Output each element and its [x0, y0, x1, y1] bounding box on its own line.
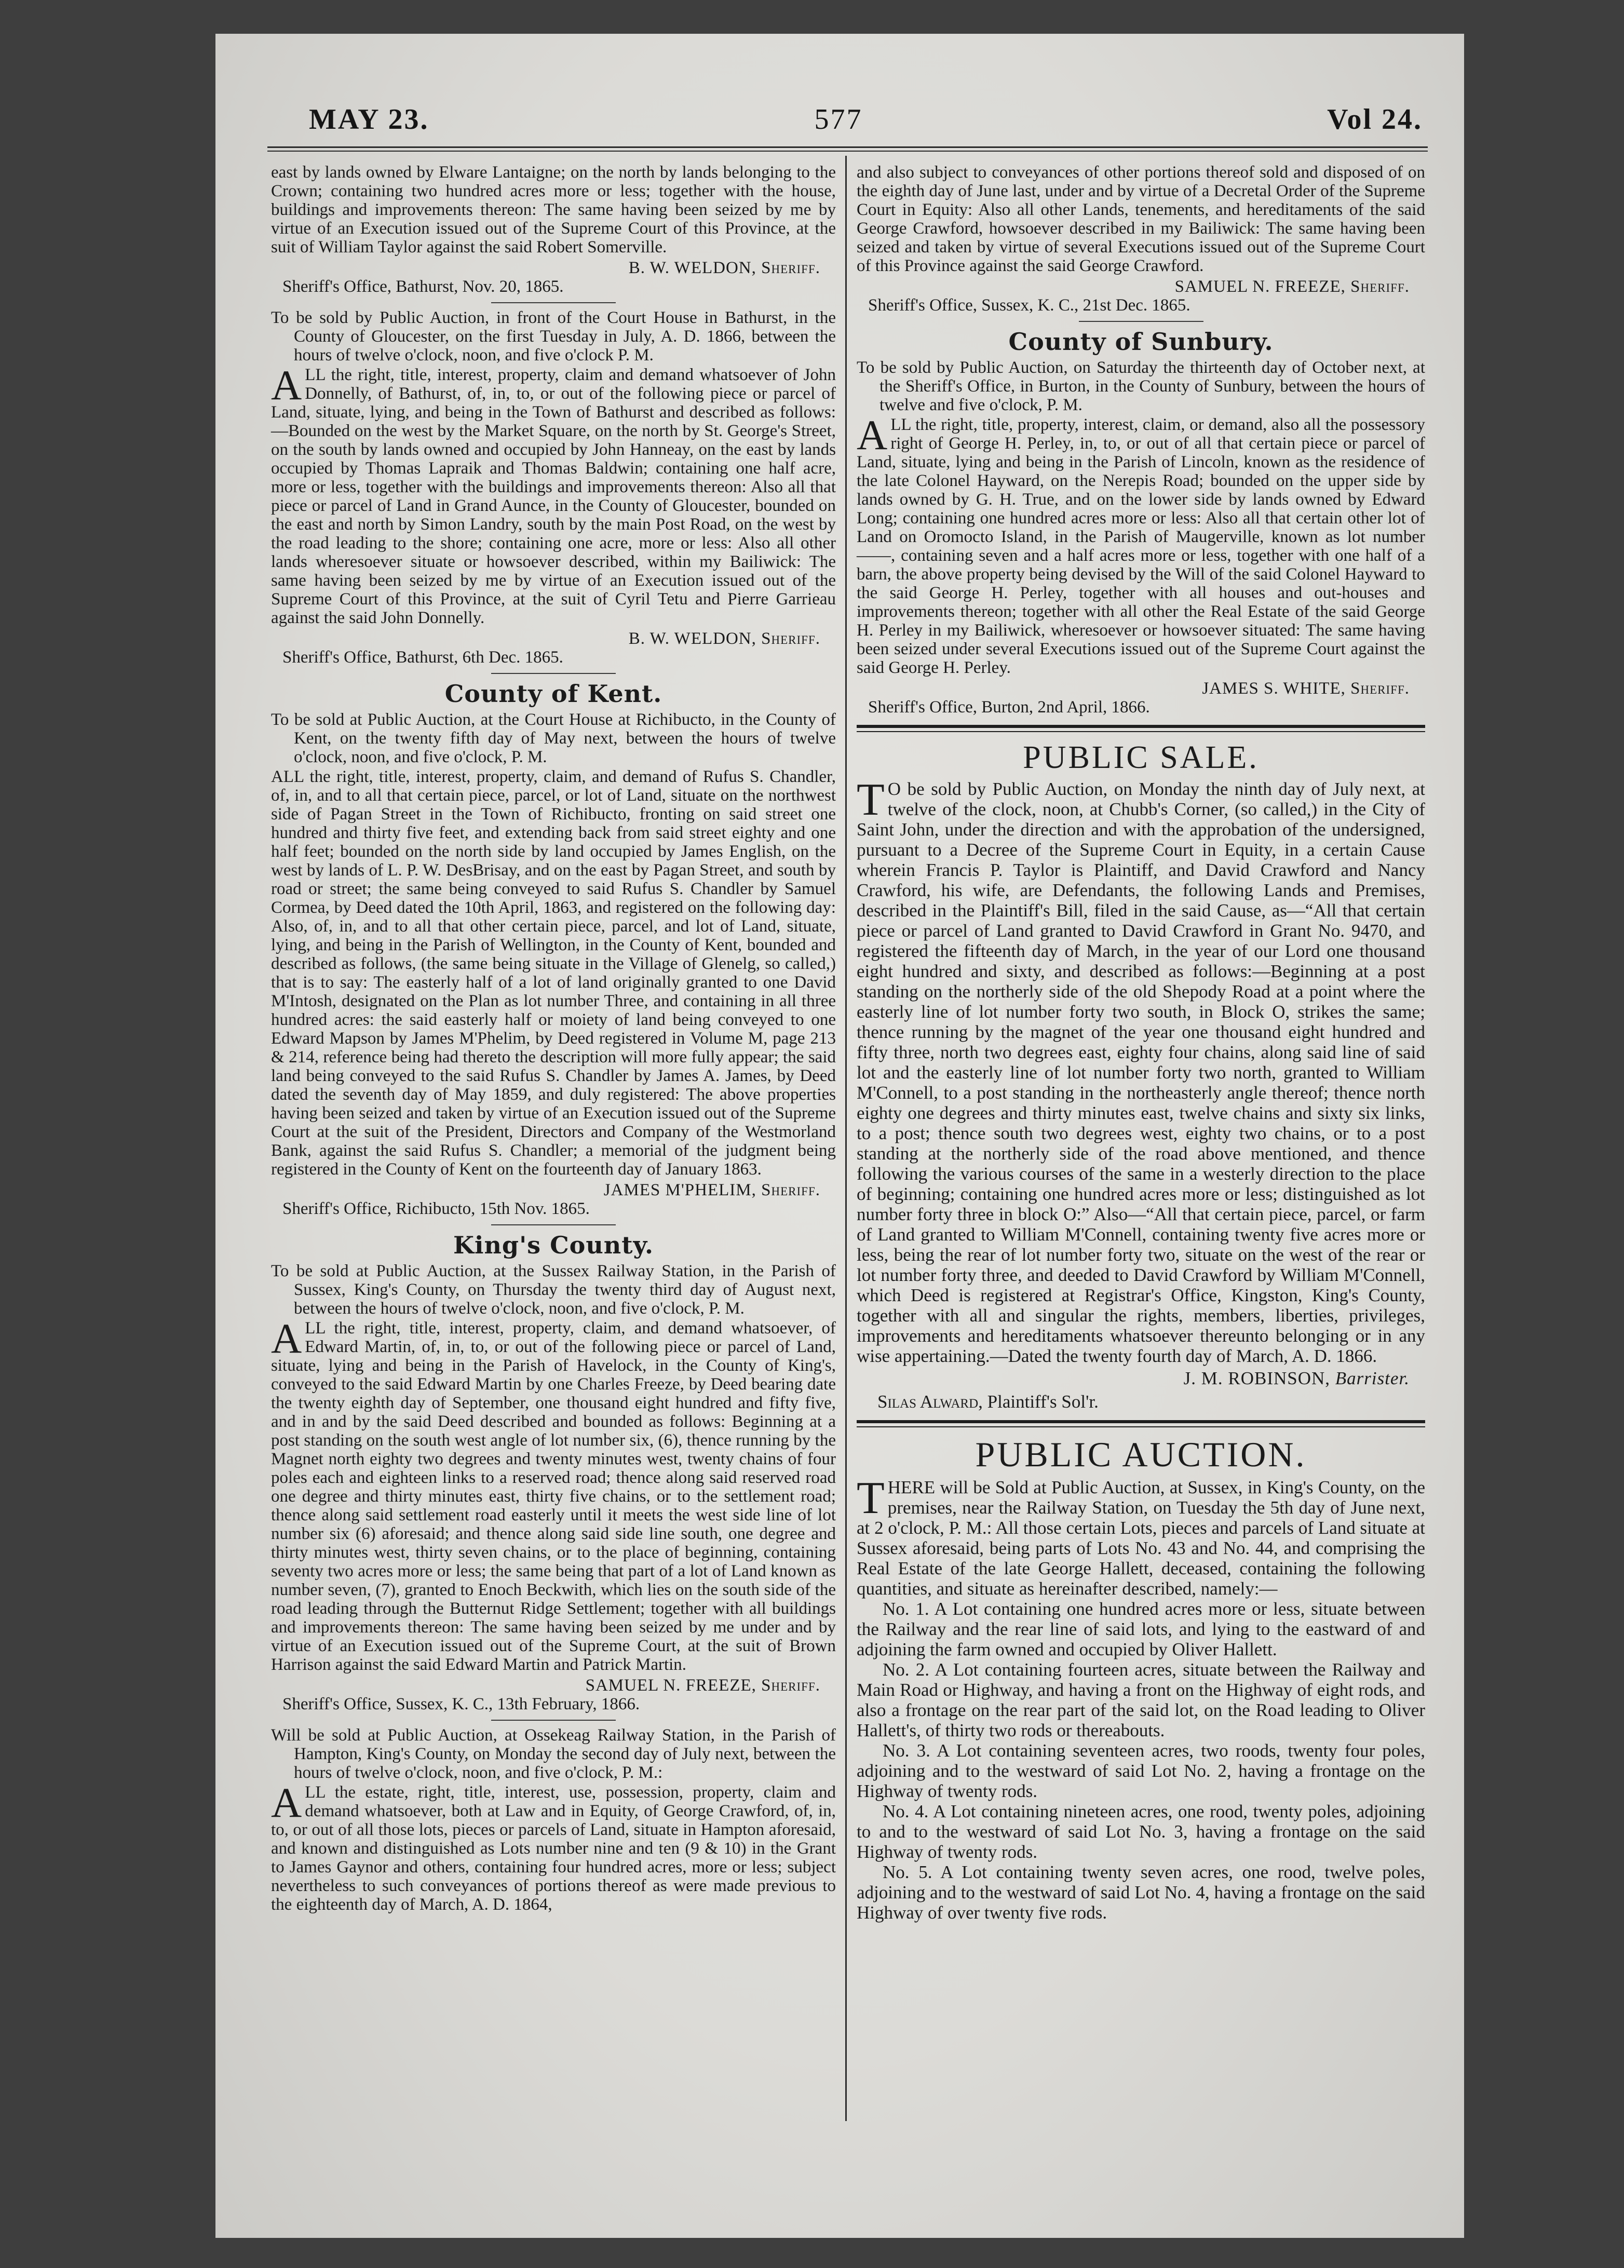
lot-label: No. 3.: [883, 1740, 930, 1761]
notice-separator: [491, 673, 616, 674]
notice-intro: To be sold at Public Auction, at the Sussex Railway Station, in the Parish of Sussex, King's County, on Thursday the twenty third day of August next, between the hours of twelve o'clock, noon, and five o'clock, P. M.: [271, 1262, 836, 1318]
public-auction-notice: [857, 1435, 1425, 1923]
solicitor-name: Silas Alward,: [877, 1392, 983, 1412]
drop-cap: T: [857, 775, 885, 825]
county-heading-kent: County of Kent.: [444, 680, 662, 708]
notice-intro: To be sold by Public Auction, in front of the Court House in Bathurst, in the County of Gloucester, on the first Tuesday in July, A. D. 1866, between the hours of twelve o'clock, noon, and five o'clock P. M.: [271, 308, 836, 365]
sheriff-title: Sheriff.: [761, 629, 820, 648]
drop-cap: A: [271, 1315, 302, 1362]
sheriff-signature: [271, 1676, 836, 1695]
sheriff-signature: [271, 629, 836, 648]
issue-date: MAY 23.: [309, 103, 429, 136]
sheriff-title: Sheriff.: [1350, 277, 1410, 296]
lot-item: [857, 1740, 1425, 1801]
notice-body-text: LL the right, title, interest, property, claim, and demand whatsoever, of Edward Martin, of, in, to, or out of the following piece or parcel of Land, situate, lying and being in the Parish of Havelock, in the County of King's, conveyed to the said Edward Martin by one Charles Freeze, by Deed bearing date the twenty eighth day of September, one thousand eight hundred and fifty five, and in and by the said Deed described and bounded as follows: Beginning at a post standing on the south west angle of lot number six, (6), thence running by the Magnet north eighty two degrees and twenty minutes west, twenty chains of four poles each and eighteen links to a reserved road; thence along said reserved road one degree and thirty minutes east, thirty five chains, or to the settlement road; thence along said settlement road easterly until it meets the west side line of lot number six (6) aforesaid; and thence along said side line south, one degree and thirty minutes west, thirty seven chains, or to the place of beginning, containing seventy two acres more or less; the same being that part of a lot of Land known as number seven, (7), granted to Enoch Beckwith, which lies on the south side of the road leading through the Butternut Ridge Settlement; together with all buildings and improvements thereon: The same having been seized by me under and by virtue of an Execution issued out of the Supreme Court, at the suit of Brown Harrison against the said Edward Martin and Patrick Martin.: [271, 1319, 836, 1674]
public-auction-heading: PUBLIC AUCTION.: [975, 1435, 1307, 1474]
lot-item: [857, 1801, 1425, 1862]
crawford-notice-continued: [857, 163, 1425, 315]
perley-notice: [857, 358, 1425, 717]
sheriff-office-line: Sheriff's Office, Burton, 2nd April, 1866.: [868, 698, 1150, 717]
sheriff-name: B. W. WELDON,: [628, 259, 756, 277]
barrister-title: Barrister.: [1335, 1368, 1410, 1388]
sheriff-title: Sheriff.: [761, 1676, 820, 1695]
lot-item: [857, 1659, 1425, 1740]
notice-separator: [491, 302, 616, 303]
lot-text: A Lot containing one hundred acres more or less, situate between the Railway and the rear line of said lots, and lying to the eastward of and adjoining the farm owned and occupied by Oliver Hallett.: [857, 1599, 1425, 1659]
donnelly-notice: [271, 308, 836, 667]
lot-text: A Lot containing seventeen acres, two roods, twenty four poles, adjoining and to the westward of said Lot No. 2, having a frontage on the Highway of twenty rods.: [857, 1740, 1426, 1801]
notice-separator: [1079, 321, 1203, 322]
county-heading-kings: King's County.: [453, 1231, 654, 1259]
sheriff-title: Sheriff.: [761, 1181, 820, 1199]
public-sale-body: [857, 775, 1425, 1366]
sheriff-name: JAMES M'PHELIM,: [603, 1181, 756, 1199]
drop-cap: T: [857, 1473, 885, 1523]
sheriff-signature: [857, 679, 1425, 698]
solicitor-line: [857, 1392, 1425, 1412]
notice-body: [271, 361, 836, 627]
notice-separator: [491, 1720, 616, 1721]
solicitor-title: Plaintiff's Sol'r.: [987, 1392, 1099, 1412]
notice-body: east by lands owned by Elware Lantaigne; on the north by lands belonging to the Crown; containing two hundred acres more or less; together with the house, buildings and improvements thereon: The same having been seized by me by virtue of an Execution issued out of the Supreme Court of this Province, at the suit of William Taylor against the said Robert Somerville.: [271, 163, 836, 256]
sheriff-title: Sheriff.: [1350, 679, 1410, 698]
right-column: [857, 162, 1425, 1923]
kent-notice: [271, 710, 836, 1218]
lot-label: No. 4.: [883, 1801, 929, 1821]
notice-body: and also subject to conveyances of other portions thereof sold and disposed of on the eighth day of June last, under and by virtue of a Decretal Order of the Supreme Court in Equity: Also all other Lands, tenements, and hereditaments of the said George Crawford, howsoever described in my Bailiwick: The same having been seized and taken by virtue of several Executions issued out of the Supreme Court of this Province against the said George Crawford.: [857, 163, 1425, 275]
sheriff-name: JAMES S. WHITE,: [1202, 679, 1346, 698]
notice-intro: To be sold by Public Auction, on Saturday the thirteenth day of October next, at the Sheriff's Office, in Burton, in the County of Sunbury, between the hours of twelve and five o'clock, P. M.: [857, 358, 1425, 414]
drop-cap: A: [271, 1779, 302, 1826]
volume-number: Vol 24.: [1327, 103, 1423, 136]
header-rule: [267, 146, 1428, 152]
somerville-notice: [271, 163, 836, 296]
public-sale-heading: PUBLIC SALE.: [1023, 740, 1259, 775]
lot-text: A Lot containing twenty seven acres, one rood, twelve poles, adjoining and to the westward of said Lot No. 4, having a frontage on the said Highway of over twenty five rods.: [857, 1862, 1426, 1923]
lot-label: No. 5.: [883, 1862, 932, 1882]
barrister-name: J. M. ROBINSON,: [1183, 1368, 1331, 1388]
notice-body-text: LL the right, title, interest, property, claim and demand whatsoever of John Donnelly, of Bathurst, of, in, to, or out of the following piece or parcel of Land, situate, lying, and being in the Town of Bathurst and described as follows:—Bounded on the west by the Market Square, on the north by St. George's Street, on the south by lands owned and occupied by John Hanneay, on the east by lands occupied by Thomas Lapraik and Thomas Baldwin; containing one half acre, more or less, together with the buildings and improvements thereon: Also all that piece or parcel of Land in Grand Aunce, in the County of Gloucester, bounded on the east and north by Simon Landry, south by the main Post Road, on the west by the road leading to the shore; containing one acre, more or less: Also all other lands wheresoever situate or howsoever described, within my Bailiwick: The same having been seized by me by virtue of an Execution issued out of the Supreme Court of this Province, at the suit of Cyril Tetu and Pierre Garrieau against the said John Donnelly.: [271, 366, 836, 627]
barrister-signature: [857, 1368, 1425, 1388]
sheriff-office-line: Sheriff's Office, Sussex, K. C., 13th February, 1866.: [282, 1695, 640, 1713]
notice-body: [271, 1779, 836, 1914]
lot-item: [857, 1862, 1425, 1923]
sheriff-office-line: Sheriff's Office, Bathurst, 6th Dec. 1865.: [282, 648, 563, 667]
notice-body: [857, 411, 1425, 677]
notice-separator: [491, 1224, 616, 1225]
public-auction-intro: [857, 1473, 1425, 1599]
drop-cap: A: [857, 411, 888, 458]
notice-body-text: LL the estate, right, title, interest, use, possession, property, claim and demand whatsoever, both at Law and in Equity, of George Crawford, of, in, to, or out of all those lots, pieces or parcels of Land, situate in Hampton aforesaid, and known and distinguished as Lots number nine and ten (9 & 10) in the Grant to James Gaynor and others, containing four hundred acres, more or less; subject nevertheless to such conveyances of portions thereof as were made previous to the eighteenth day of March, A. D. 1864,: [271, 1783, 836, 1914]
section-rule: [857, 1420, 1425, 1427]
sheriff-signature: [857, 277, 1425, 296]
notice-body: [271, 1315, 836, 1674]
sheriff-office-line: Sheriff's Office, Richibucto, 15th Nov. 1865.: [282, 1199, 590, 1218]
page-number: 577: [814, 103, 863, 136]
crawford-notice: [271, 1726, 836, 1914]
lot-text: A Lot containing fourteen acres, situate between the Railway and Main Road or Highway, and having a front on the Highway of eight rods, and also a frontage on the rear part of the said lot, on the Road leading to Oliver Hallett's, of thirty two rods or thereabouts.: [857, 1659, 1425, 1740]
sheriff-signature: [271, 1181, 836, 1199]
public-auction-intro-text: HERE will be Sold at Public Auction, at Sussex, in King's County, on the premises, near the Railway Station, on Tuesday the 5th day of June next, at 2 o'clock, P. M.: All those certain Lots, pieces and parcels of Land situate at Sussex aforesaid, being parts of Lots No. 43 and No. 44, and comprising the Real Estate of the late George Hallett, deceased, containing the following quantities, and situate as hereinafter described, namely:—: [857, 1477, 1425, 1599]
sheriff-office-line: Sheriff's Office, Sussex, K. C., 21st Dec. 1865.: [868, 296, 1190, 315]
sheriff-signature: [271, 259, 836, 277]
lot-label: No. 2.: [883, 1659, 929, 1680]
left-column: [271, 162, 836, 1914]
sheriff-office-line: Sheriff's Office, Bathurst, Nov. 20, 1865.: [282, 277, 564, 296]
public-sale-body-text: O be sold by Public Auction, on Monday the ninth day of July next, at twelve of the clock, noon, at Chubb's Corner, (so called,) in the City of Saint John, under the direction and with the approbation of the undersigned, pursuant to a Decree of the Supreme Court in Equity, in a certain Cause wherein Francis P. Taylor is Plaintiff, and David Crawford and Nancy Crawford, his wife, are Defendants, the following Lands and Premises, described in the Plaintiff's Bill, filed in the said Cause, as—“All that certain piece or parcel of Land granted to David Crawford in Grant No. 9470, and registered the fifteenth day of March, in the year of our Lord one thousand eight hundred and sixty, and described as follows:—Beginning at a post standing on the northerly side of the old Shepody Road at a point where the easterly line of lot number forty two south, in Block O, strikes the same; thence running by the magnet of the year one thousand eight hundred and fifty three, north two degrees east, eighty four chains, along said line of said lot and the easterly line of lot number forty two north, granted to William M'Connell, to a post standing in the northeasterly angle thereof; thence north eighty one degrees and thirty minutes east, twelve chains and sixty six links, to a post; thence south two degrees west, eighty two chains, or to a post standing at the northerly side of the road above mentioned, and thence following the various courses of the same in a westerly direction to the place of beginning; containing one hundred acres more or less; distinguished as lot number forty three in block O:” Also—“All that certain piece, parcel, or farm of Land granted to William M'Connell, containing twenty five acres more or less, being the rear of lot number forty two, situate on the west of the rear or lot number forty three, and deeded to David Crawford by William M'Connell, which Deed is registered at Registrar's Office, Kingston, King's County, together with all and singular the rights, members, liberties, privileges, improvements and hereditaments whatsoever thereunto belonging or in any wise appertaining.—Dated the twenty fourth day of March, A. D. 1866.: [857, 779, 1425, 1366]
section-rule: [857, 725, 1425, 732]
notice-intro: Will be sold at Public Auction, at Ossekeag Railway Station, in the Parish of Hampton, King's County, on Monday the second day of July next, between the hours of twelve o'clock, noon, and five o'clock, P. M.:: [271, 1726, 836, 1782]
drop-cap: A: [271, 361, 302, 409]
county-heading-sunbury: County of Sunbury.: [1008, 328, 1274, 356]
sheriff-name: B. W. WELDON,: [628, 629, 756, 648]
sheriff-title: Sheriff.: [761, 259, 820, 277]
lot-text: A Lot containing nineteen acres, one rood, twenty poles, adjoining to and to the westward of said Lot No. 3, having a frontage on the said Highway of twenty rods.: [857, 1801, 1425, 1862]
sheriff-name: SAMUEL N. FREEZE,: [1174, 277, 1346, 296]
column-divider: [845, 156, 847, 2121]
public-sale-notice: [857, 739, 1425, 1412]
notice-body: ALL the right, title, interest, property, claim, and demand of Rufus S. Chandler, of, in, and to all that certain piece, parcel, or lot of Land, situate on the northwest side of Pagan Street in the Town of Richibucto, fronting on said street one hundred and thirty five feet, and extending back from said street eighty and one half feet; bounded on the north side by land occupied by James English, on the west by lands of L. P. W. DesBrisay, and on the east by Pagan Street, and south by road or street; the same being conveyed to said Rufus S. Chandler by Samuel Cormea, by Deed dated the 10th April, 1863, and registered on the following day: Also, of, in, and to all that other certain piece, parcel, and lot of Land, situate, lying, and being in the Parish of Wellington, in the County of Kent, bounded and described as follows, (the same being situate in the Village of Glenelg, so called,) that is to say: The easterly half of a lot of land originally granted to one David M'Intosh, designated on the Plan as lot number Three, and containing in all three hundred acres: the said easterly half or moiety of land being conveyed to one Edward Mapson by James M'Phelim, by Deed registered in Volume M, page 213 & 214, reference being had thereto the description will more fully appear; the said land being conveyed to the said Rufus S. Chandler by James A. James, by Deed dated the seventh day of May 1859, and duly registered: The above properties having been seized and taken by virtue of an Execution issued out of the Supreme Court at the suit of the President, Directors and Company of the Westmorland Bank, against the said Rufus S. Chandler; a memorial of the judgment being registered in the County of Kent on the fourteenth day of January 1863.: [271, 767, 836, 1179]
sheriff-name: SAMUEL N. FREEZE,: [585, 1676, 756, 1695]
martin-notice: [271, 1262, 836, 1713]
notice-body-text: LL the right, title, property, interest, claim, or demand, also all the possessory right of George H. Perley, in, to, or out of all that certain piece or parcel of Land, situate, lying and being in the Parish of Lincoln, known as the residence of the late Colonel Hayward, on the Nerepis Road; bounded on the upper side by lands owned by G. H. True, and on the lower side by lands owned by Edward Long; containing one hundred acres more or less: Also all that certain other lot of Land on Oromocto Island, in the Parish of Maugerville, known as lot number ——, containing seven and a half acres more or less, together with one half of a barn, the above property being devised by the Will of the said Colonel Hayward to the said George H. Perley, together with all houses and out-houses and improvements thereon; together with all other the Real Estate of the said George H. Perley in my Bailiwick, wheresoever or howsoever situated: The same having been seized under several Executions issued out of the Supreme Court against the said George H. Perley.: [857, 415, 1425, 677]
lot-item: [857, 1599, 1425, 1659]
lot-label: No. 1.: [883, 1599, 929, 1619]
notice-intro: To be sold at Public Auction, at the Court House at Richibucto, in the County of Kent, on the twenty fifth day of May next, between the hours of twelve o'clock, noon, and five o'clock, P. M.: [271, 710, 836, 766]
